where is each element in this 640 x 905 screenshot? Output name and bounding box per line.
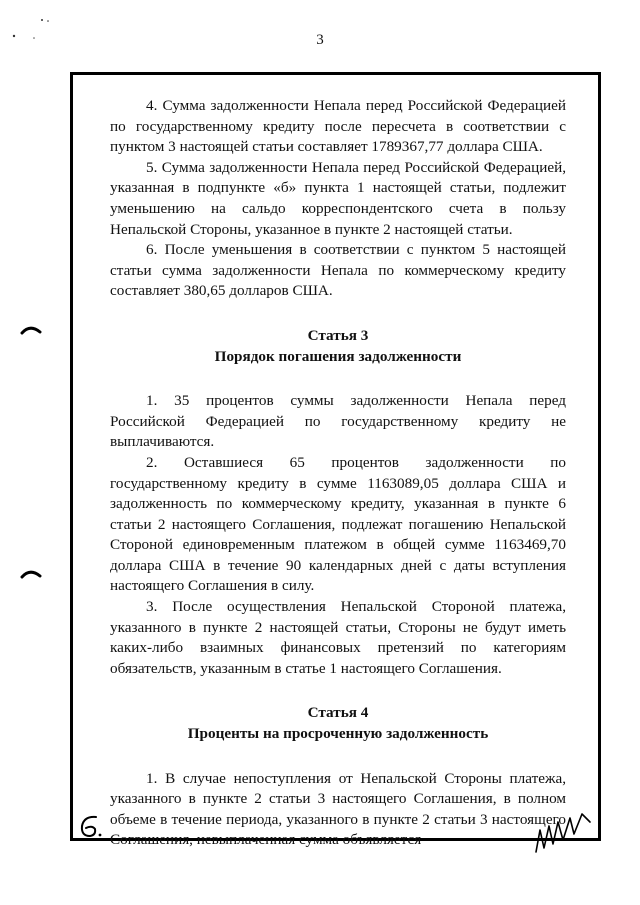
article-4-number: Статья 4	[307, 704, 369, 722]
initials-mark-left	[76, 812, 106, 847]
page-number: 3	[316, 32, 324, 48]
paragraph-2-6: 6. После уменьшения в соответствии с пунктом 5 настоящей статьи сумма задолженности Непала по коммерческому кредиту составляет 380,65 долларов США.	[110, 241, 566, 300]
article-3-number: Статья 3	[307, 326, 369, 344]
paragraph-2-4: 4. Сумма задолженности Непала перед Российской Федерацией по государственному кредиту после пересчета в соответствии с пунктом 3 настоящей статьи составляет 1789367,77 доллара США.	[110, 97, 566, 156]
paragraph-3-3: 3. После осуществления Непальской Стороной платежа, указанного в пункте 2 настоящей статьи, Стороны не будут иметь каких-либо взаимных финансовых претензий по категориям обязательств, указанным в статье 1 настоящего Соглашения.	[110, 598, 566, 677]
paragraph-2-5: 5. Сумма задолженности Непала перед Российской Федерацией, указанная в подпункте «б» пункта 1 настоящей статьи, подлежит уменьшению на сальдо корреспондентского счета в пользу Непальской Стороны, указанное в пункте 2 настоящей статьи.	[110, 158, 566, 238]
article-3-title: Порядок погашения задолженности	[214, 347, 462, 365]
paragraph-4-1: 1. В случае непоступления от Непальской Стороны платежа, указанного в пункте 2 статьи 3 настоящего Соглашения, в полном объеме в течение периода, указанного в пункте 2 статьи 3 настоящего Соглашения, невыплаченная сумма объявляется	[110, 769, 566, 849]
document-body	[110, 96, 566, 851]
paragraph-3-2: 2. Оставшиеся 65 процентов задолженности по государственному кредиту в сумме 1163089,05 доллара США и задолженность по коммерческому кредиту, указанная в пункте 6 статьи 2 настоящего Соглашения, подлежат погашению Непальской Стороной единовременным платежом в общей сумме 1163469,70 доллара США в течение 90 календарных дней с даты вступления настоящего Соглашения в силу.	[110, 453, 566, 595]
paragraph-3-1: 1. 35 процентов суммы задолженности Непала перед Российской Федерацией по государственному кредиту не выплачиваются.	[110, 392, 566, 451]
article-4-title: Проценты на просроченную задолженность	[187, 725, 489, 743]
binding-hole-mark-top	[20, 322, 44, 341]
binding-hole-mark-bottom	[20, 566, 44, 585]
article-3-heading	[110, 326, 566, 367]
initials-mark-right	[530, 800, 600, 865]
article-4-heading	[110, 703, 566, 744]
